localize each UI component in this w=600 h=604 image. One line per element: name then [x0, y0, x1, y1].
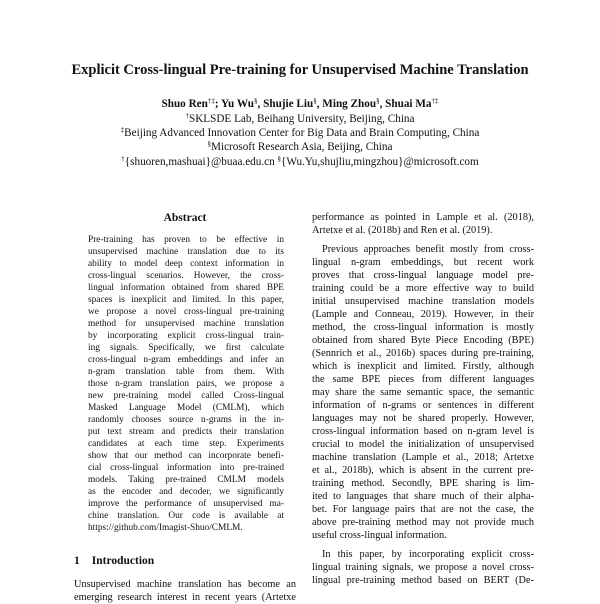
right-column — [312, 211, 534, 587]
abstract-line: https://github.com/Imagist-Shuo/CMLM. — [88, 523, 243, 534]
affiliation-mark: ‡ — [120, 126, 125, 134]
author-mark: †‡ — [431, 97, 439, 105]
abstract-line: randomly chooses source n-grams in the in- — [88, 415, 284, 426]
affiliation-text: Microsoft Research Asia, Beijing, China — [211, 141, 393, 153]
text-line: et al., 2018b), which is absent in the current pre- — [312, 465, 534, 477]
author-name: Shujie Liu — [263, 98, 314, 110]
abstract-line: n-gram translation table from them. With — [88, 367, 284, 378]
abstract-line: new pre-training model called Cross-lingual — [88, 391, 284, 402]
text-line: initial unsupervised machine translation models — [312, 296, 534, 308]
abstract-body — [74, 234, 296, 534]
abstract-line: show that our method can incorporate benefi- — [88, 451, 284, 462]
text-line: proves that cross-lingual language model pre- — [312, 270, 534, 282]
abstract-line: by incorporating explicit cross-lingual train- — [88, 331, 284, 342]
text-line: information of n-grams or sentences in different — [312, 400, 534, 412]
abstract-line: cial cross-lingual information into pre-trained — [88, 463, 284, 474]
author-name: Yu Wu — [220, 98, 255, 110]
abstract-line: those n-gram translation pairs, we propose a — [88, 379, 284, 390]
abstract-line: models. Taking pre-trained CMLM models — [88, 475, 284, 486]
author-mark: †‡ — [207, 97, 215, 105]
text-line: may share the same semantic space, the semantic — [312, 387, 534, 399]
abstract-line: put text stream and predicts their translation — [88, 427, 284, 438]
text-line: which is inexplicit and limited. Firstly, although — [312, 361, 534, 373]
abstract-line: ability to model deep context information in — [88, 259, 284, 270]
author-name: Shuai Ma — [385, 98, 432, 110]
affiliation-mark: § — [207, 140, 212, 148]
abstract-line: spaces is inexplicit and limited. In this paper, — [88, 295, 284, 306]
intro-line: Unsupervised machine translation has become an — [74, 579, 296, 590]
paragraph — [312, 211, 534, 237]
abstract-line: as the encoder and decoder, we significantly — [88, 487, 284, 498]
text-line: Artetxe et al. (2018b) and Ren et al. (2019). — [312, 225, 493, 237]
section-number: 1 — [74, 555, 80, 567]
text-line: ited to languages that share much of their alpha- — [312, 491, 534, 503]
author-name: Ming Zhou — [322, 98, 377, 110]
author-mark: § — [313, 97, 317, 105]
email-text: {Wu.Yu,shujliu,mingzhou}@microsoft.com — [281, 156, 479, 168]
paragraph — [312, 243, 534, 542]
abstract-line: Masked Language Model (CMLM), which — [88, 403, 284, 414]
text-line: machine translation (Lample et al., 2018; Artetxe — [312, 452, 534, 464]
author-name: Shuo Ren — [161, 98, 208, 110]
author-emails — [0, 155, 600, 168]
paper-title: Explicit Cross-lingual Pre-training for Unsupervised Machine Translation — [71, 62, 529, 78]
abstract-line: cross-lingual n-gram embeddings and infer an — [88, 355, 284, 366]
paragraph — [312, 548, 534, 587]
text-line: lingual pre-training method based on BERT (De- — [312, 575, 534, 587]
abstract-line: chine translation. Our code is available at — [88, 511, 284, 522]
text-line: cross-lingual information based on n-gram level is — [312, 426, 534, 438]
text-line: bet. For language pairs that are not the case, the — [312, 504, 534, 516]
text-line: (Lample and Conneau, 2019). However, in their — [312, 309, 534, 321]
text-line: languages may not be shared properly. However, — [312, 413, 534, 425]
affiliation-text: SKLSDE Lab, Beihang University, Beijing, China — [189, 113, 415, 125]
abstract-line: lingual information obtained from shared BPE — [88, 283, 284, 294]
abstract-line: we propose a novel cross-lingual pre-training — [88, 307, 284, 318]
abstract-line: method for unsupervised machine translation — [88, 319, 284, 330]
abstract-line: ing signals. Specifically, we first calculate — [88, 343, 284, 354]
text-line: (Sennrich et al., 2016b) spaces during pre-training, — [312, 348, 534, 360]
abstract-line: candidates at each time step. Experiments — [88, 439, 284, 450]
text-line: method, the cross-lingual information is mostly — [312, 322, 534, 334]
text-line: crucial to model the initialization of unsupervised — [312, 439, 534, 451]
affiliation-text: Beijing Advanced Innovation Center for Big Data and Brain Computing, China — [124, 127, 480, 139]
text-line: lingual training signals, we propose a novel cross- — [312, 562, 534, 574]
affiliation-mark: § — [277, 155, 282, 163]
section-heading — [74, 555, 154, 567]
text-line: In this paper, by incorporating explicit cross- — [322, 549, 534, 561]
text-line: performance as pointed in Lample et al. (2018), — [312, 212, 534, 223]
intro-paragraph — [74, 578, 296, 604]
affiliation — [0, 112, 600, 125]
text-line: the same BPE pieces from different languages — [312, 374, 534, 386]
text-line: training method. Secondly, BPE sharing is lim- — [312, 478, 534, 490]
left-column — [74, 212, 296, 534]
abstract-heading: Abstract — [163, 212, 207, 224]
affiliation-mark: † — [185, 112, 189, 120]
email-text: {shuoren,mashuai}@buaa.edu.cn — [124, 156, 275, 168]
author-mark: § — [254, 97, 258, 105]
affiliation — [0, 140, 600, 153]
text-line: obtained from shared Byte Piece Encoding (BPE) — [312, 335, 534, 347]
text-line: training could be a more effective way to build — [312, 283, 534, 295]
abstract-line: cross-lingual scenarios. However, the cross- — [88, 271, 284, 282]
affiliation-mark: † — [121, 155, 125, 163]
text-line: useful cross-lingual information. — [312, 530, 447, 542]
text-line: lingual n-gram embeddings, but recent work — [312, 257, 534, 269]
author-list: Shuo Ren†‡; Yu Wu§, Shujie Liu§, Ming Zhou§, Shuai Ma†‡ — [161, 97, 439, 110]
abstract-line: Pre-training has proven to be effective in — [88, 235, 284, 245]
affiliation — [0, 126, 600, 139]
section-title: Introduction — [91, 555, 155, 567]
abstract-line: improve the performance of unsupervised ma- — [88, 499, 284, 510]
intro-line: emerging research interest in recent years (Artetxe — [74, 592, 296, 604]
abstract-line: unsupervised machine translation due to its — [88, 247, 284, 258]
author-mark: § — [376, 97, 380, 105]
text-line: above pre-training method may not provide much — [312, 517, 534, 529]
text-line: Previous approaches benefit mostly from cross- — [322, 244, 534, 256]
